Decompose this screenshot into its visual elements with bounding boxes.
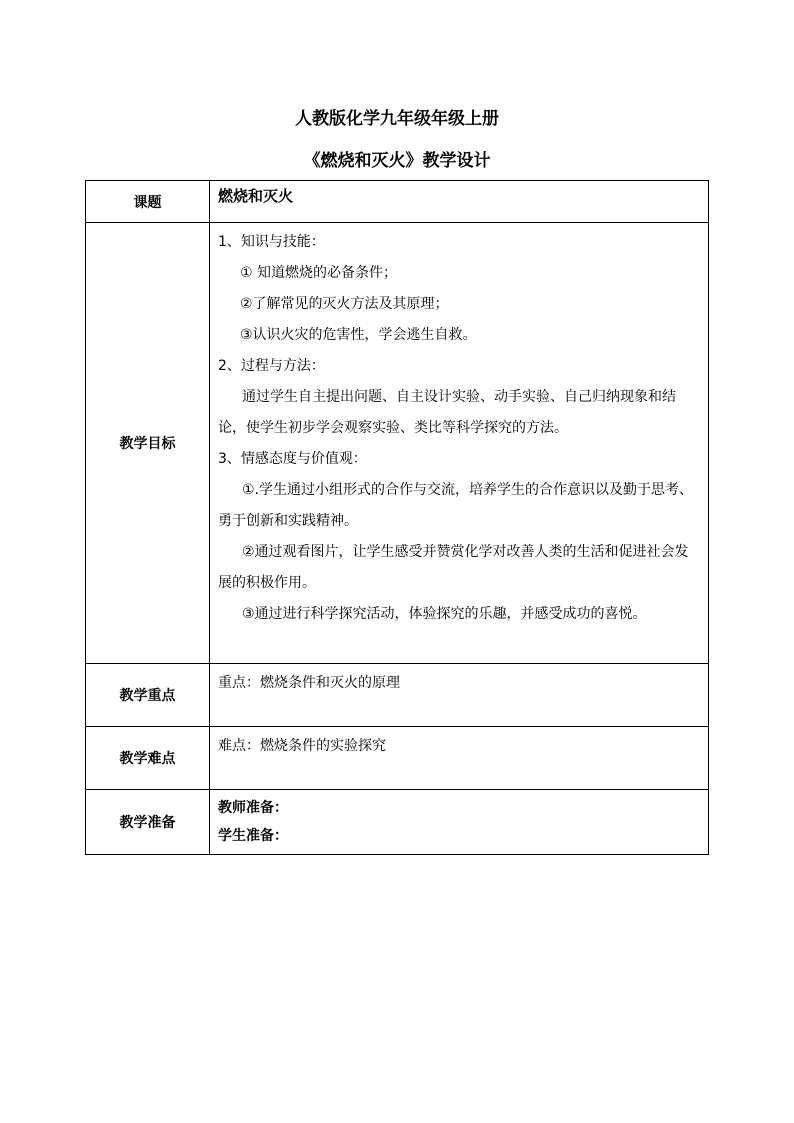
row-difficulties — [86, 727, 709, 790]
label-topic: 课题 — [86, 181, 210, 223]
value-topic: 燃烧和灭火 — [210, 181, 709, 223]
row-topic — [86, 181, 709, 223]
row-objectives — [86, 223, 709, 664]
lesson-plan-table — [85, 180, 709, 855]
student-preparation: 学生准备： — [218, 828, 288, 844]
row-preparation — [86, 790, 709, 855]
objectives-paragraph: ①.学生通过小组形式的合作与交流，培养学生的合作意识以及勤于思考、勇于创新和实践精神。 — [218, 482, 693, 529]
objectives-paragraph: ③通过进行科学探究活动，体验探究的乐趣，并感受成功的喜悦。 — [242, 606, 647, 622]
objectives-paragraph: 通过学生自主提出问题、自主设计实验、动手实验、自己归纳现象和结论，使学生初步学会观察实验、类比等科学探究的方法。 — [218, 389, 676, 436]
document-subtitle: 《燃烧和灭火》教学设计 — [303, 151, 491, 171]
objectives-heading-1: 1、知识与技能： — [218, 234, 325, 250]
row-key-points — [86, 664, 709, 727]
objectives-heading-3: 3、情感态度与价值观： — [218, 451, 367, 467]
document-title: 人教版化学九年级年级上册 — [295, 109, 499, 129]
key-points-text: 重点：燃烧条件和灭火的原理 — [218, 675, 400, 691]
value-objectives — [210, 223, 709, 664]
objectives-item: ① 知道燃烧的必备条件； — [240, 265, 398, 281]
objectives-item: ③认识火灾的危害性，学会逃生自救。 — [240, 327, 477, 343]
value-preparation — [210, 790, 709, 855]
objectives-heading-2: 2、过程与方法： — [218, 358, 325, 374]
teacher-preparation: 教师准备： — [218, 800, 288, 816]
value-difficulties — [210, 727, 709, 790]
label-objectives: 教学目标 — [86, 223, 210, 664]
objectives-paragraph: ②通过观看图片，让学生感受并赞赏化学对改善人类的生活和促进社会发展的积极作用。 — [218, 544, 689, 591]
difficulties-text: 难点：燃烧条件的实验探究 — [218, 738, 386, 754]
label-preparation: 教学准备 — [86, 790, 210, 855]
label-key-points: 教学重点 — [86, 664, 210, 727]
objectives-item: ②了解常见的灭火方法及其原理； — [240, 296, 449, 312]
label-difficulties: 教学难点 — [86, 727, 210, 790]
value-key-points — [210, 664, 709, 727]
